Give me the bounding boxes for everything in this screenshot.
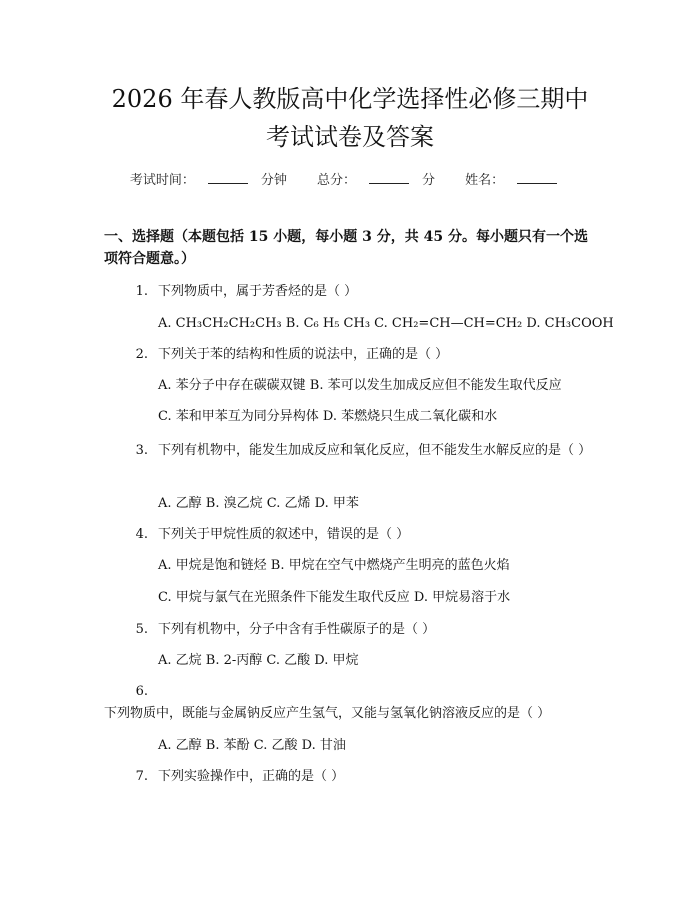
question-4	[104, 524, 604, 546]
question-text: 下列有机物中，分子中含有手性碳原子的是（ ）	[158, 622, 436, 637]
question-3	[104, 440, 604, 462]
question-1-options: A. CH₃CH₂CH₂CH₃ B. C₆ H₅ CH₃ C. CH₂=CH—CH=CH₂ D. CH₃COOH	[158, 316, 614, 331]
score-field	[317, 169, 435, 188]
name-label: 姓名：	[465, 173, 505, 188]
question-7	[104, 766, 604, 788]
question-2	[104, 344, 604, 366]
name-blank	[517, 173, 557, 184]
question-6	[104, 681, 604, 725]
question-text: 下列关于甲烷性质的叙述中，错误的是（ ）	[158, 527, 410, 542]
question-4-options-ab: A. 甲烷是饱和链烃 B. 甲烷在空气中燃烧产生明亮的蓝色火焰	[158, 558, 510, 573]
question-number: 3.	[135, 443, 148, 458]
question-number: 6.	[135, 684, 148, 699]
question-number: 7.	[135, 769, 148, 784]
question-number: 4.	[135, 527, 148, 542]
question-text: 下列关于苯的结构和性质的说法中，正确的是（ ）	[158, 347, 449, 362]
question-number: 5.	[135, 622, 148, 637]
question-6-options: A. 乙醇 B. 苯酚 C. 乙酸 D. 甘油	[158, 738, 346, 753]
question-number: 1.	[135, 284, 148, 299]
question-text: 下列物质中，既能与金属钠反应产生氢气，又能与氢氧化钠溶液反应的是（ ）	[104, 706, 551, 721]
question-5	[104, 619, 604, 641]
section-heading: 一、选择题（本题包括 15 小题，每小题 3 分，共 45 分。每小题只有一个选项符合题意。）	[104, 229, 588, 267]
title-line-1: 2026 年春人教版高中化学选择性必修三期中	[111, 85, 589, 113]
question-1	[104, 281, 604, 303]
time-blank	[208, 173, 248, 184]
name-field	[465, 169, 570, 188]
exam-meta	[0, 169, 700, 188]
time-unit: 分钟	[260, 173, 287, 188]
title-line-2: 考试试卷及答案	[266, 123, 434, 151]
question-3-options: A. 乙醇 B. 溴乙烷 C. 乙烯 D. 甲苯	[158, 496, 359, 511]
score-blank	[369, 173, 409, 184]
score-label: 总分：	[316, 173, 356, 188]
question-text: 下列实验操作中，正确的是（ ）	[158, 769, 345, 784]
exam-title	[0, 80, 700, 156]
question-2-options-ab: A. 苯分子中存在碳碳双键 B. 苯可以发生加成反应但不能发生取代反应	[158, 378, 562, 393]
question-number: 2.	[135, 347, 148, 362]
score-unit: 分	[422, 173, 436, 188]
question-4-options-cd: C. 甲烷与氯气在光照条件下能发生取代反应 D. 甲烷易溶于水	[158, 590, 511, 605]
question-text: 下列有机物中，能发生加成反应和氧化反应，但不能发生水解反应的是（ ）	[158, 443, 592, 458]
question-5-options: A. 乙烷 B. 2-丙醇 C. 乙酸 D. 甲烷	[158, 653, 359, 668]
question-2-options-cd: C. 苯和甲苯互为同分异构体 D. 苯燃烧只生成二氧化碳和水	[158, 409, 498, 424]
exam-time-field	[130, 169, 287, 188]
time-label: 考试时间：	[129, 173, 195, 188]
question-text: 下列物质中，属于芳香烃的是（ ）	[158, 284, 358, 299]
